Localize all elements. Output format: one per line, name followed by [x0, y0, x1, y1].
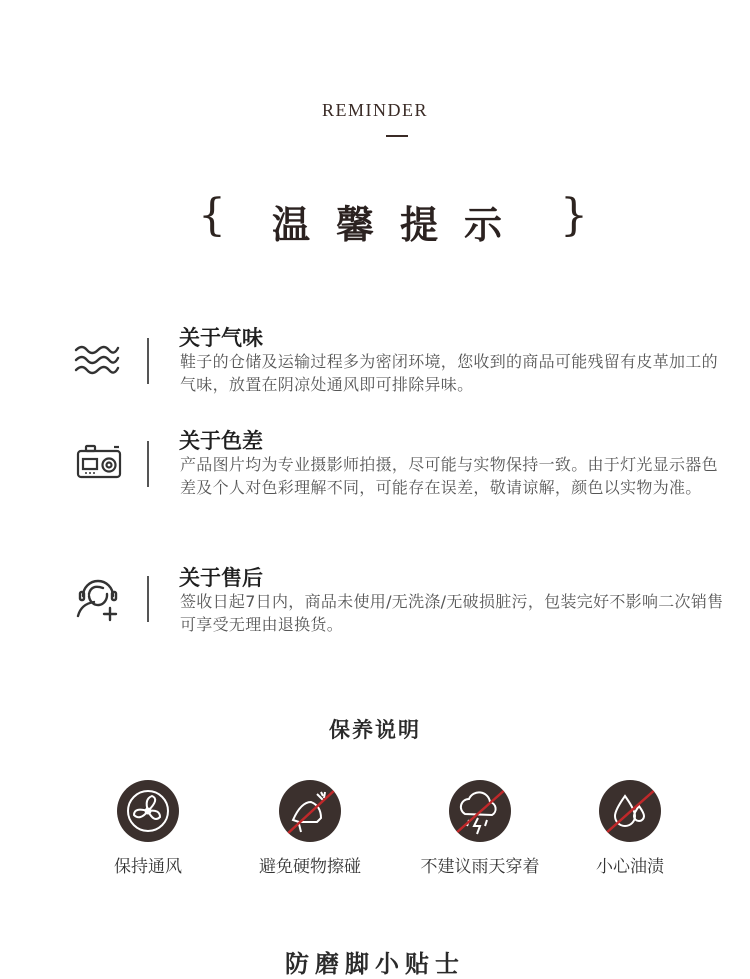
brace-right: } — [560, 190, 588, 241]
care-item-ventilate — [68, 780, 228, 877]
no-hard-object-icon — [279, 780, 341, 842]
notice-title: 关于气味 — [179, 326, 263, 350]
customer-service-icon — [72, 570, 128, 626]
care-label: 小心油渍 — [596, 857, 664, 877]
separator — [147, 576, 149, 622]
no-oil-icon — [599, 780, 661, 842]
page-title: 温馨提示 — [272, 203, 529, 247]
no-rain-icon — [449, 780, 511, 842]
care-label: 不建议雨天穿着 — [420, 857, 540, 877]
notice-text: 签收日起7日内，商品未使用/无洗涤/无破损脏污，包装完好不影响二次销售可享受无理由退换货。 — [180, 592, 724, 634]
camera-icon — [72, 441, 128, 497]
brace-left: { — [198, 190, 226, 241]
notice-title: 关于色差 — [179, 429, 263, 453]
reminder-divider — [386, 135, 408, 137]
fan-icon — [117, 780, 179, 842]
care-section-title: 保养说明 — [329, 718, 421, 742]
wave-icon — [72, 340, 128, 396]
care-label: 保持通风 — [114, 857, 182, 877]
separator — [147, 338, 149, 384]
next-section-title: 防磨脚小贴士 — [285, 950, 465, 978]
notice-text: 产品图片均为专业摄影师拍摄，尽可能与实物保持一致。由于灯光显示器色差及个人对色彩理解不同，可能存在误差，敬请谅解，颜色以实物为准。 — [180, 455, 718, 497]
care-item-avoid-hard-objects — [230, 780, 390, 877]
reminder-subtitle: REMINDER — [322, 100, 428, 120]
care-item-oil-stain — [550, 780, 710, 877]
separator — [147, 441, 149, 487]
notice-text: 鞋子的仓储及运输过程多为密闭环境，您收到的商品可能残留有皮革加工的气味，放置在阴凉处通风即可排除异味。 — [180, 352, 718, 394]
care-item-no-rain — [400, 780, 560, 877]
care-label: 避免硬物擦碰 — [259, 857, 361, 877]
notice-title: 关于售后 — [179, 566, 263, 590]
